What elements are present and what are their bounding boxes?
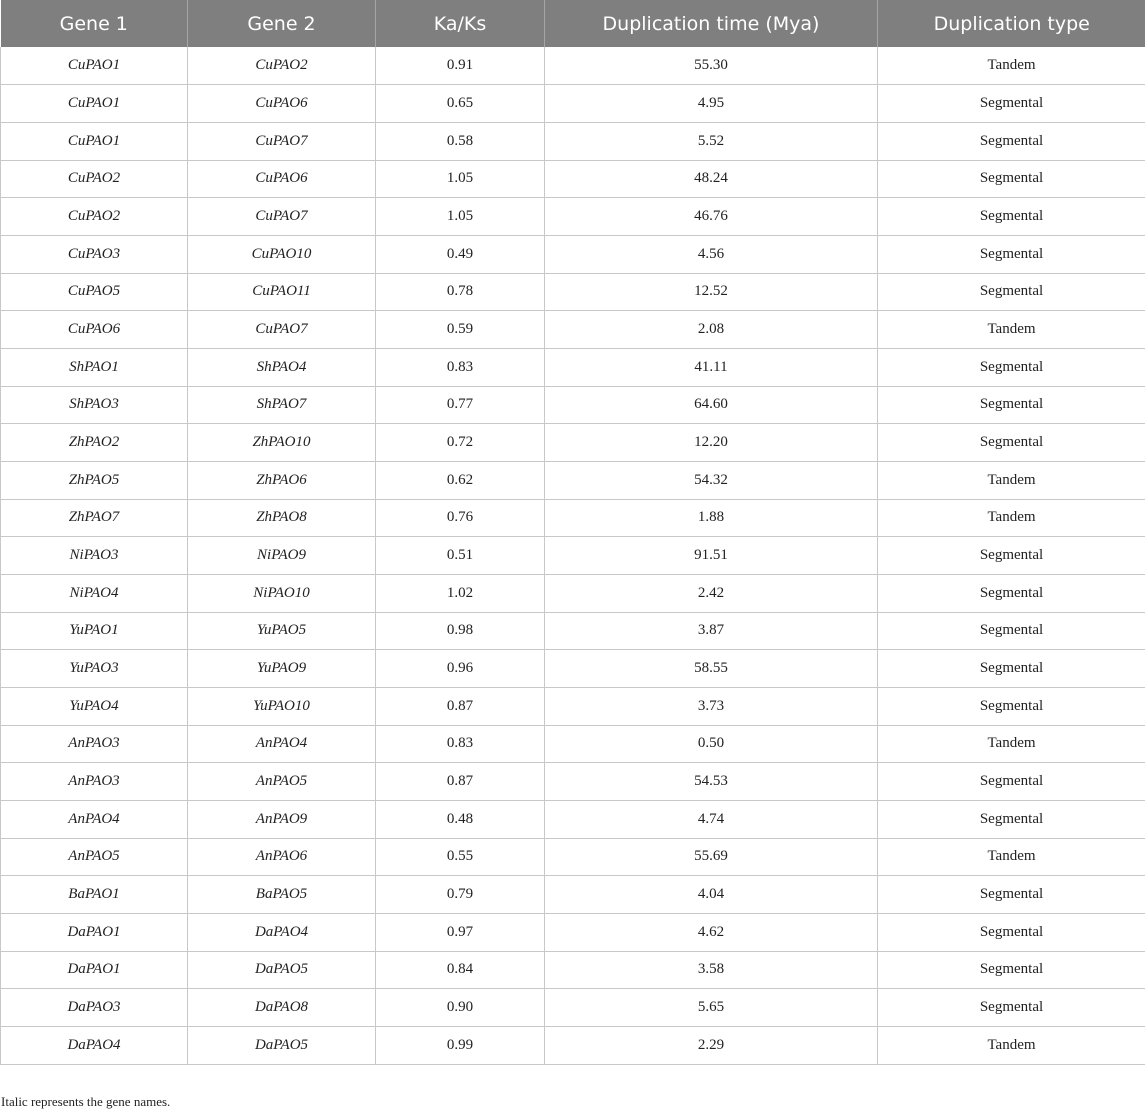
cell-gene-1: ZhPAO2 (1, 424, 188, 462)
cell-duplication-type: Segmental (878, 273, 1145, 311)
cell-duplication-time: 55.69 (545, 838, 878, 876)
table-row (1, 838, 1145, 876)
cell-duplication-type: Segmental (878, 951, 1145, 989)
table-row (1, 650, 1145, 688)
cell-gene-2: CuPAO11 (188, 273, 376, 311)
table-row (1, 574, 1145, 612)
cell-duplication-time: 4.74 (545, 800, 878, 838)
cell-duplication-time: 46.76 (545, 198, 878, 236)
cell-gene-1: ShPAO1 (1, 348, 188, 386)
header-gene-1: Gene 1 (1, 0, 188, 47)
cell-gene-2: BaPAO5 (188, 876, 376, 914)
cell-gene-1: AnPAO5 (1, 838, 188, 876)
cell-ka-ks: 0.65 (376, 85, 545, 123)
cell-gene-2: YuPAO9 (188, 650, 376, 688)
cell-gene-2: YuPAO5 (188, 612, 376, 650)
cell-ka-ks: 0.72 (376, 424, 545, 462)
cell-gene-1: CuPAO3 (1, 235, 188, 273)
cell-duplication-type: Segmental (878, 348, 1145, 386)
cell-duplication-type: Segmental (878, 537, 1145, 575)
cell-duplication-time: 2.08 (545, 311, 878, 349)
cell-duplication-time: 54.32 (545, 461, 878, 499)
cell-duplication-type: Tandem (878, 1026, 1145, 1064)
cell-ka-ks: 0.87 (376, 763, 545, 801)
cell-gene-1: CuPAO2 (1, 160, 188, 198)
cell-duplication-time: 12.52 (545, 273, 878, 311)
cell-gene-2: NiPAO10 (188, 574, 376, 612)
cell-duplication-time: 4.04 (545, 876, 878, 914)
header-row (1, 0, 1145, 47)
cell-ka-ks: 0.96 (376, 650, 545, 688)
cell-ka-ks: 1.05 (376, 160, 545, 198)
table-row (1, 612, 1145, 650)
cell-gene-1: NiPAO4 (1, 574, 188, 612)
cell-gene-2: CuPAO2 (188, 47, 376, 85)
table-row (1, 198, 1145, 236)
cell-duplication-type: Segmental (878, 687, 1145, 725)
table-row (1, 386, 1145, 424)
table-row (1, 725, 1145, 763)
cell-gene-1: DaPAO1 (1, 913, 188, 951)
table-row (1, 951, 1145, 989)
cell-gene-2: ZhPAO6 (188, 461, 376, 499)
cell-duplication-type: Segmental (878, 235, 1145, 273)
cell-gene-2: ShPAO7 (188, 386, 376, 424)
table-row (1, 85, 1145, 123)
cell-gene-1: ShPAO3 (1, 386, 188, 424)
cell-gene-1: YuPAO4 (1, 687, 188, 725)
table-row (1, 273, 1145, 311)
cell-gene-2: CuPAO10 (188, 235, 376, 273)
cell-gene-2: CuPAO6 (188, 160, 376, 198)
cell-duplication-time: 2.42 (545, 574, 878, 612)
cell-gene-1: CuPAO1 (1, 122, 188, 160)
cell-duplication-time: 2.29 (545, 1026, 878, 1064)
cell-duplication-time: 0.50 (545, 725, 878, 763)
cell-ka-ks: 0.79 (376, 876, 545, 914)
cell-duplication-time: 48.24 (545, 160, 878, 198)
cell-gene-2: CuPAO7 (188, 311, 376, 349)
table-row (1, 122, 1145, 160)
cell-gene-2: CuPAO7 (188, 122, 376, 160)
cell-gene-1: CuPAO5 (1, 273, 188, 311)
table-row (1, 160, 1145, 198)
cell-duplication-time: 5.52 (545, 122, 878, 160)
cell-gene-1: NiPAO3 (1, 537, 188, 575)
cell-gene-2: ZhPAO10 (188, 424, 376, 462)
cell-duplication-type: Segmental (878, 913, 1145, 951)
cell-ka-ks: 0.49 (376, 235, 545, 273)
cell-ka-ks: 0.90 (376, 989, 545, 1027)
table-row (1, 311, 1145, 349)
cell-duplication-type: Segmental (878, 386, 1145, 424)
cell-gene-2: DaPAO4 (188, 913, 376, 951)
cell-ka-ks: 0.99 (376, 1026, 545, 1064)
cell-ka-ks: 0.58 (376, 122, 545, 160)
cell-duplication-type: Segmental (878, 650, 1145, 688)
cell-gene-1: AnPAO3 (1, 725, 188, 763)
table-body (1, 47, 1145, 1064)
cell-gene-2: AnPAO4 (188, 725, 376, 763)
cell-ka-ks: 0.83 (376, 348, 545, 386)
cell-duplication-type: Tandem (878, 725, 1145, 763)
cell-duplication-time: 3.58 (545, 951, 878, 989)
cell-duplication-type: Tandem (878, 47, 1145, 85)
cell-duplication-type: Segmental (878, 763, 1145, 801)
cell-ka-ks: 0.59 (376, 311, 545, 349)
table-row (1, 499, 1145, 537)
cell-gene-1: DaPAO1 (1, 951, 188, 989)
cell-ka-ks: 0.76 (376, 499, 545, 537)
cell-ka-ks: 0.55 (376, 838, 545, 876)
table-row (1, 1026, 1145, 1064)
table-header (1, 0, 1145, 47)
cell-gene-2: DaPAO5 (188, 951, 376, 989)
cell-ka-ks: 0.83 (376, 725, 545, 763)
cell-duplication-time: 5.65 (545, 989, 878, 1027)
table-row (1, 47, 1145, 85)
cell-duplication-type: Segmental (878, 876, 1145, 914)
cell-duplication-type: Tandem (878, 461, 1145, 499)
cell-duplication-time: 3.73 (545, 687, 878, 725)
cell-gene-1: DaPAO3 (1, 989, 188, 1027)
cell-gene-1: YuPAO3 (1, 650, 188, 688)
cell-duplication-type: Segmental (878, 800, 1145, 838)
table-row (1, 763, 1145, 801)
cell-duplication-type: Segmental (878, 85, 1145, 123)
cell-duplication-type: Segmental (878, 198, 1145, 236)
cell-duplication-time: 4.56 (545, 235, 878, 273)
cell-duplication-time: 4.62 (545, 913, 878, 951)
cell-gene-1: CuPAO2 (1, 198, 188, 236)
cell-ka-ks: 0.51 (376, 537, 545, 575)
table-row (1, 913, 1145, 951)
cell-duplication-type: Segmental (878, 574, 1145, 612)
header-duplication-time: Duplication time (Mya) (545, 0, 878, 47)
cell-duplication-type: Tandem (878, 838, 1145, 876)
cell-ka-ks: 1.02 (376, 574, 545, 612)
cell-duplication-time: 4.95 (545, 85, 878, 123)
cell-ka-ks: 0.78 (376, 273, 545, 311)
cell-duplication-time: 3.87 (545, 612, 878, 650)
cell-gene-2: ZhPAO8 (188, 499, 376, 537)
cell-duplication-time: 12.20 (545, 424, 878, 462)
cell-gene-1: AnPAO3 (1, 763, 188, 801)
cell-gene-2: NiPAO9 (188, 537, 376, 575)
table-row (1, 687, 1145, 725)
header-ka-ks: Ka/Ks (376, 0, 545, 47)
cell-ka-ks: 0.62 (376, 461, 545, 499)
cell-duplication-type: Segmental (878, 160, 1145, 198)
cell-gene-1: DaPAO4 (1, 1026, 188, 1064)
cell-gene-1: YuPAO1 (1, 612, 188, 650)
cell-duplication-time: 41.11 (545, 348, 878, 386)
header-gene-2: Gene 2 (188, 0, 376, 47)
cell-gene-2: AnPAO9 (188, 800, 376, 838)
cell-duplication-type: Segmental (878, 424, 1145, 462)
header-duplication-type: Duplication type (878, 0, 1145, 47)
cell-gene-1: CuPAO1 (1, 85, 188, 123)
table-row (1, 537, 1145, 575)
cell-ka-ks: 0.97 (376, 913, 545, 951)
cell-duplication-type: Segmental (878, 612, 1145, 650)
table-row (1, 235, 1145, 273)
table-row (1, 800, 1145, 838)
cell-gene-2: YuPAO10 (188, 687, 376, 725)
table-footnote: Italic represents the gene names. (1, 1094, 171, 1109)
cell-gene-2: CuPAO6 (188, 85, 376, 123)
cell-gene-1: AnPAO4 (1, 800, 188, 838)
cell-duplication-time: 58.55 (545, 650, 878, 688)
cell-duplication-time: 1.88 (545, 499, 878, 537)
cell-ka-ks: 0.98 (376, 612, 545, 650)
cell-gene-1: CuPAO1 (1, 47, 188, 85)
cell-gene-1: ZhPAO5 (1, 461, 188, 499)
cell-ka-ks: 0.84 (376, 951, 545, 989)
cell-duplication-type: Tandem (878, 499, 1145, 537)
cell-duplication-type: Segmental (878, 122, 1145, 160)
cell-gene-2: AnPAO5 (188, 763, 376, 801)
cell-gene-2: DaPAO5 (188, 1026, 376, 1064)
cell-duplication-time: 54.53 (545, 763, 878, 801)
cell-duplication-type: Tandem (878, 311, 1145, 349)
cell-gene-2: DaPAO8 (188, 989, 376, 1027)
cell-duplication-time: 91.51 (545, 537, 878, 575)
cell-ka-ks: 1.05 (376, 198, 545, 236)
cell-duplication-time: 64.60 (545, 386, 878, 424)
cell-duplication-time: 55.30 (545, 47, 878, 85)
cell-gene-1: BaPAO1 (1, 876, 188, 914)
cell-gene-2: ShPAO4 (188, 348, 376, 386)
table-row (1, 424, 1145, 462)
table-row (1, 461, 1145, 499)
table-row (1, 348, 1145, 386)
cell-ka-ks: 0.77 (376, 386, 545, 424)
cell-ka-ks: 0.48 (376, 800, 545, 838)
table-row (1, 876, 1145, 914)
cell-ka-ks: 0.91 (376, 47, 545, 85)
cell-duplication-type: Segmental (878, 989, 1145, 1027)
cell-gene-2: CuPAO7 (188, 198, 376, 236)
table-row (1, 989, 1145, 1027)
cell-gene-1: ZhPAO7 (1, 499, 188, 537)
cell-gene-1: CuPAO6 (1, 311, 188, 349)
cell-ka-ks: 0.87 (376, 687, 545, 725)
cell-gene-2: AnPAO6 (188, 838, 376, 876)
